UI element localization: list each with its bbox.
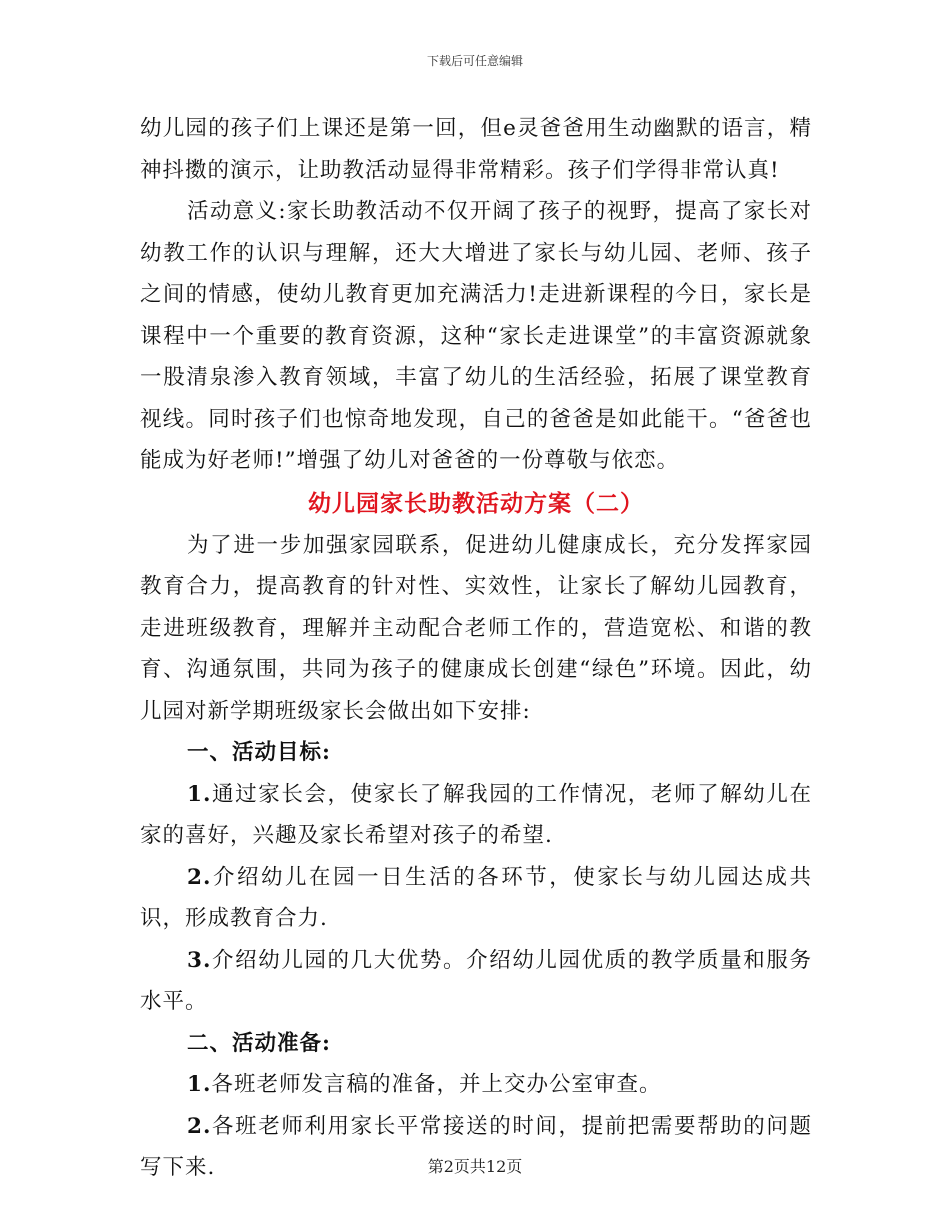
goal-number: 1.	[187, 781, 212, 807]
goal-text: 介绍幼儿园的几大优势。介绍幼儿园优质的教学质量和服务水平。	[140, 947, 812, 1014]
goal-item-3	[140, 940, 812, 1023]
paragraph-intro: 为了进一步加强家园联系，促进幼儿健康成长，充分发挥家园教育合力，提高教育的针对性、实效性，让家长了解幼儿园教育，走进班级教育，理解并主动配合老师工作的，营造宽松、和谐的教育、沟通氛围，共同为孩子的健康成长创建“绿色”环境。因此，幼儿园对新学期班级家长会做出如下安排:	[140, 532, 812, 724]
page-header-note: 下载后可任意编辑	[426, 54, 523, 68]
document-body	[140, 108, 812, 1189]
prep-number: 2.	[187, 1113, 212, 1139]
goal-text: 介绍幼儿在园一日生活的各环节，使家长与幼儿园达成共识，形成教育合力.	[140, 864, 812, 931]
paragraph-continued: 幼儿园的孩子们上课还是第一回，但e灵爸爸用生动幽默的语言，精神抖擞的演示，让助教活动显得非常精彩。孩子们学得非常认真!	[140, 116, 812, 183]
heading-activity-preparation: 二、活动准备:	[187, 1030, 331, 1056]
goal-number: 3.	[187, 947, 212, 973]
prep-item-1	[140, 1064, 812, 1106]
prep-text: 各班老师利用家长平常接送的时间，提前把需要帮助的问题写下来.	[140, 1113, 812, 1180]
goal-text: 通过家长会，使家长了解我园的工作情况，老师了解幼儿在家的喜好，兴趣及家长希望对孩子的希望.	[140, 781, 812, 848]
prep-text: 各班老师发言稿的准备，并上交办公室审查。	[211, 1072, 662, 1097]
prep-number: 1.	[187, 1072, 212, 1097]
goal-item-1	[140, 774, 812, 857]
heading-activity-goals: 一、活动目标:	[187, 740, 331, 765]
goal-item-2	[140, 857, 812, 940]
goal-number: 2.	[187, 864, 212, 890]
paragraph-activity-significance: 活动意义:家长助教活动不仅开阔了孩子的视野，提高了家长对幼教工作的认识与理解，还大大增进了家长与幼儿园、老师、孩子之间的情感，使幼儿教育更加充满活力!走进新课程的今日，家长是课程中一个重要的教育资源，这种“家长走进课堂”的丰富资源就象一股清泉渗入教育领域，丰富了幼儿的生活经验，拓展了课堂教育视线。同时孩子们也惊奇地发现，自己的爸爸是如此能干。“爸爸也能成为好老师!”增强了幼儿对爸爸的一份尊敬与依恋。	[140, 199, 812, 473]
section-title: 幼儿园家长助教活动方案（二）	[308, 489, 644, 517]
page-number: 第2页共12页	[427, 1157, 523, 1176]
